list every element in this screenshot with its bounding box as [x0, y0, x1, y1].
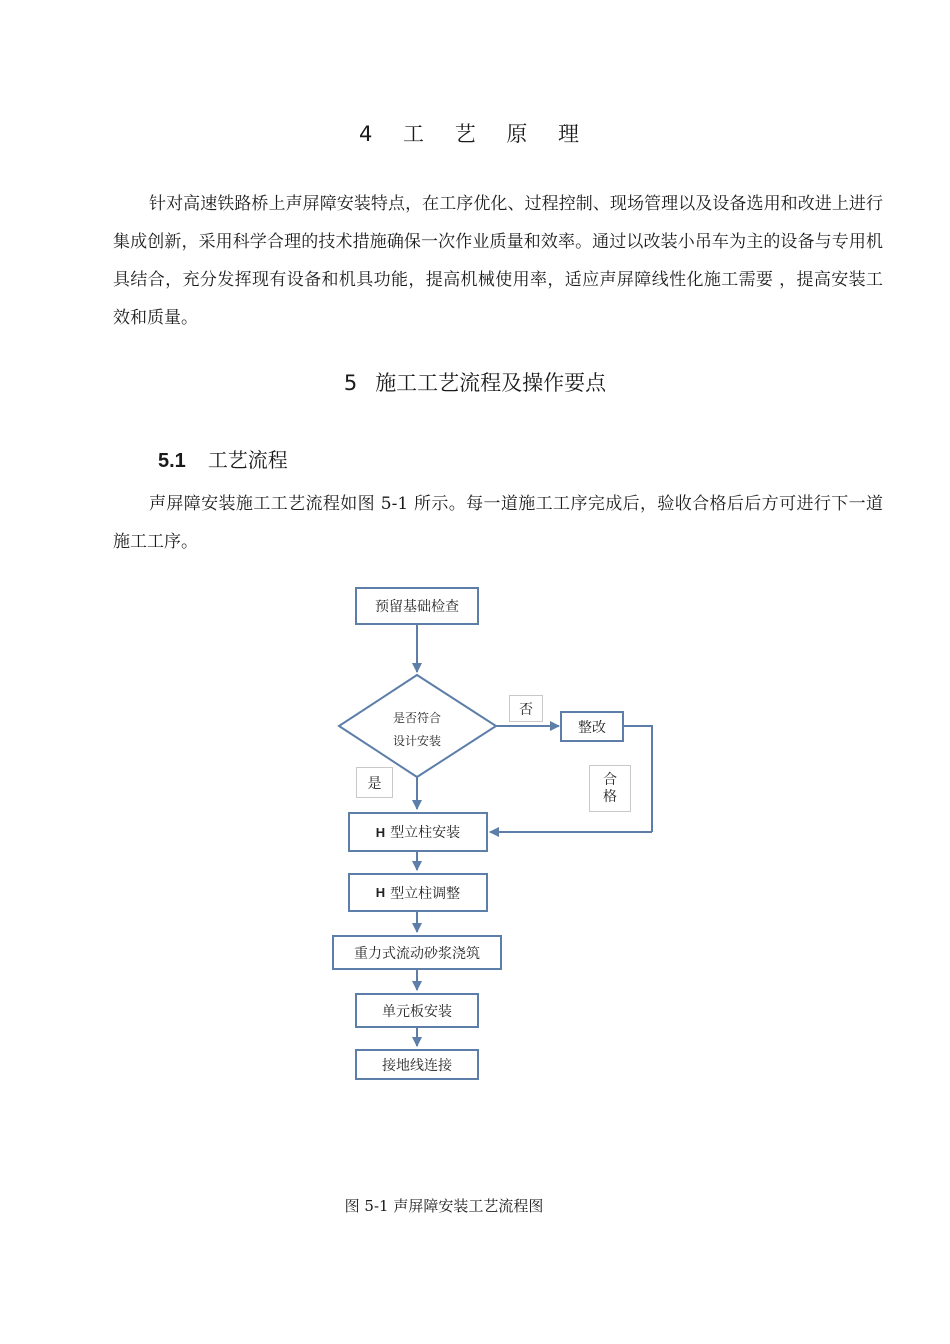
flow-step-h-column-adjust — [348, 873, 488, 912]
section-4-number: 4 — [358, 122, 385, 146]
step3-prefix: H — [375, 885, 386, 900]
flow-step-h-column-install — [348, 812, 488, 852]
label-pass-char-1: 合 — [603, 771, 617, 788]
label-pass-char-2: 格 — [603, 788, 617, 805]
flow-step-foundation-check: 预留基础检查 — [355, 587, 479, 625]
label-yes: 是 — [356, 767, 393, 798]
section-4-title: 工 艺 原 理 — [403, 122, 592, 146]
section-5-1-paragraph: 声屏障安装施工工艺流程如图 5-1 所示。每一道施工工序完成后，验收合格后后方可进行下一道施工工序。 — [113, 494, 883, 552]
figure-caption: 图 5-1 声屏障安装工艺流程图 — [344, 1197, 544, 1215]
section-5-1-title: 工艺流程 — [207, 448, 288, 472]
step3-text: 型立柱调整 — [390, 885, 461, 902]
label-pass — [589, 765, 631, 812]
decision-line-1: 是否符合 — [392, 711, 441, 725]
section-5-1-number: 5.1 — [158, 450, 186, 472]
step2-prefix: H — [375, 824, 386, 840]
section-4-paragraph: 针对高速铁路桥上声屏障安装特点，在工序优化、过程控制、现场管理以及设备选用和改进上进行集成创新，采用科学合理的技术措施确保一次作业质量和效率。通过以改装小吊车为主的设备与专用机具结合，充分发挥现有设备和机具功能，提高机械使用率，适应声屏障线性化施工需要 ，提高安装工效和质量。 — [113, 194, 883, 328]
label-no: 否 — [509, 695, 543, 722]
step2-text: 型立柱安装 — [390, 825, 461, 841]
flow-step-rectify: 整改 — [560, 711, 624, 742]
flow-step-ground-wire: 接地线连接 — [355, 1049, 479, 1080]
flow-decision-text — [345, 707, 489, 753]
section-5-title: 施工工艺流程及操作要点 — [375, 371, 607, 395]
section-5-number: 5 — [343, 371, 358, 395]
flow-step-mortar-pouring: 重力式流动砂浆浇筑 — [332, 935, 502, 970]
decision-line-2: 设计安装 — [392, 734, 441, 748]
flow-step-unit-panel-install: 单元板安装 — [355, 993, 479, 1028]
